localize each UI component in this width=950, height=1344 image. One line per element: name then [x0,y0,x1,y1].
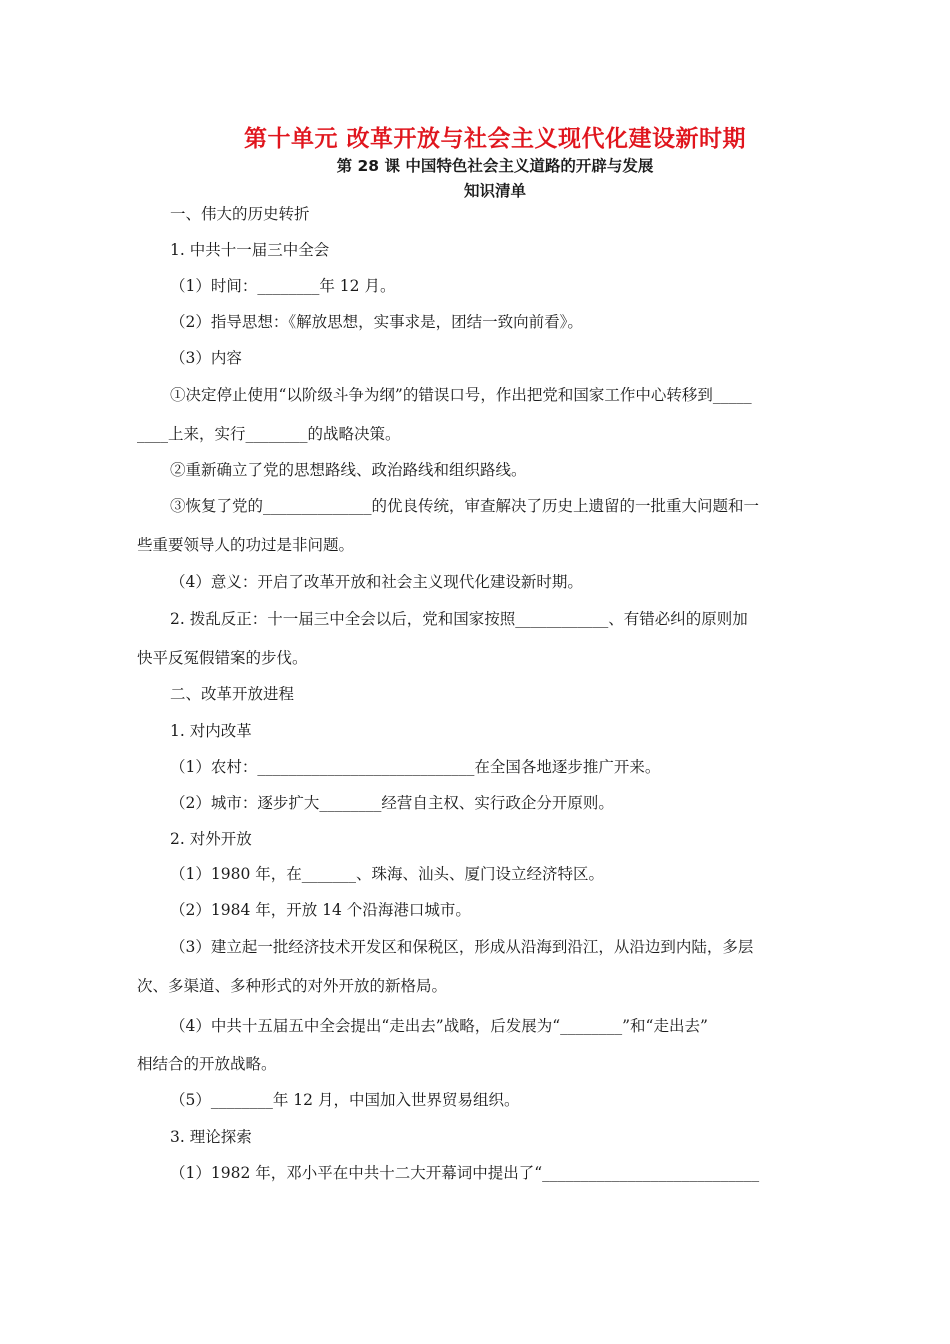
item-content: （3）内容 [170,349,242,367]
subheading-internal-reform: 1. 对内改革 [170,722,252,740]
lesson-title: 第 28 课 中国特色社会主义道路的开辟与发展 [336,157,654,175]
item-1982: （1）1982 年，邓小平在中共十二大开幕词中提出了“____________________________ [170,1164,760,1182]
item-wto: （5）________年 12 月，中国加入世界贸易组织。 [170,1091,520,1109]
item-zones-cont: 次、多渠道、多种形式的对外开放的新格局。 [137,977,448,995]
content-point-2: ②重新确立了党的思想路线、政治路线和组织路线。 [170,461,527,479]
subheading-plenum: 1. 中共十一届三中全会 [170,241,330,259]
item-guiding-thought: （2）指导思想：《解放思想，实事求是，团结一致向前看》。 [170,313,583,331]
item-time: （1）时间：________年 12 月。 [170,277,396,295]
subheading-theory: 3. 理论探索 [170,1128,252,1146]
item-rural: （1）农村：____________________________在全国各地逐步推广开来。 [170,758,661,776]
heading-section-1: 一、伟大的历史转折 [170,205,310,223]
subheading-correction: 2. 拨乱反正：十一届三中全会以后，党和国家按照____________、有错必纠的原则加 [170,610,748,628]
item-go-out-strategy: （4）中共十五届五中全会提出“走出去”战略，后发展为“________”和“走出去” [170,1017,708,1035]
item-1980: （1）1980 年，在_______、珠海、汕头、厦门设立经济特区。 [170,865,604,883]
item-zones: （3）建立起一批经济技术开发区和保税区，形成从沿海到沿江，从沿边到内陆，多层 [170,938,754,956]
item-urban: （2）城市：逐步扩大________经营自主权、实行政企分开原则。 [170,794,614,812]
section-label: 知识清单 [463,182,526,200]
content-point-3-cont: 些重要领导人的功过是非问题。 [137,536,355,554]
subheading-opening-up: 2. 对外开放 [170,830,252,848]
heading-section-2: 二、改革开放进程 [170,685,295,703]
unit-title: 第十单元 改革开放与社会主义现代化建设新时期 [243,126,746,152]
content-point-3: ③恢复了党的______________的优良传统，审查解决了历史上遗留的一批重大问题和一 [170,497,760,515]
item-1984: （2）1984 年，开放 14 个沿海港口城市。 [170,901,471,919]
subheading-correction-cont: 快平反冤假错案的步伐。 [137,649,308,667]
item-go-out-strategy-cont: 相结合的开放战略。 [137,1055,277,1073]
item-significance: （4）意义：开启了改革开放和社会主义现代化建设新时期。 [170,573,583,591]
content-point-1-cont: ____上来，实行________的战略决策。 [137,425,401,443]
content-point-1: ①决定停止使用“以阶级斗争为纲”的错误口号，作出把党和国家工作中心转移到_____ [170,386,752,404]
